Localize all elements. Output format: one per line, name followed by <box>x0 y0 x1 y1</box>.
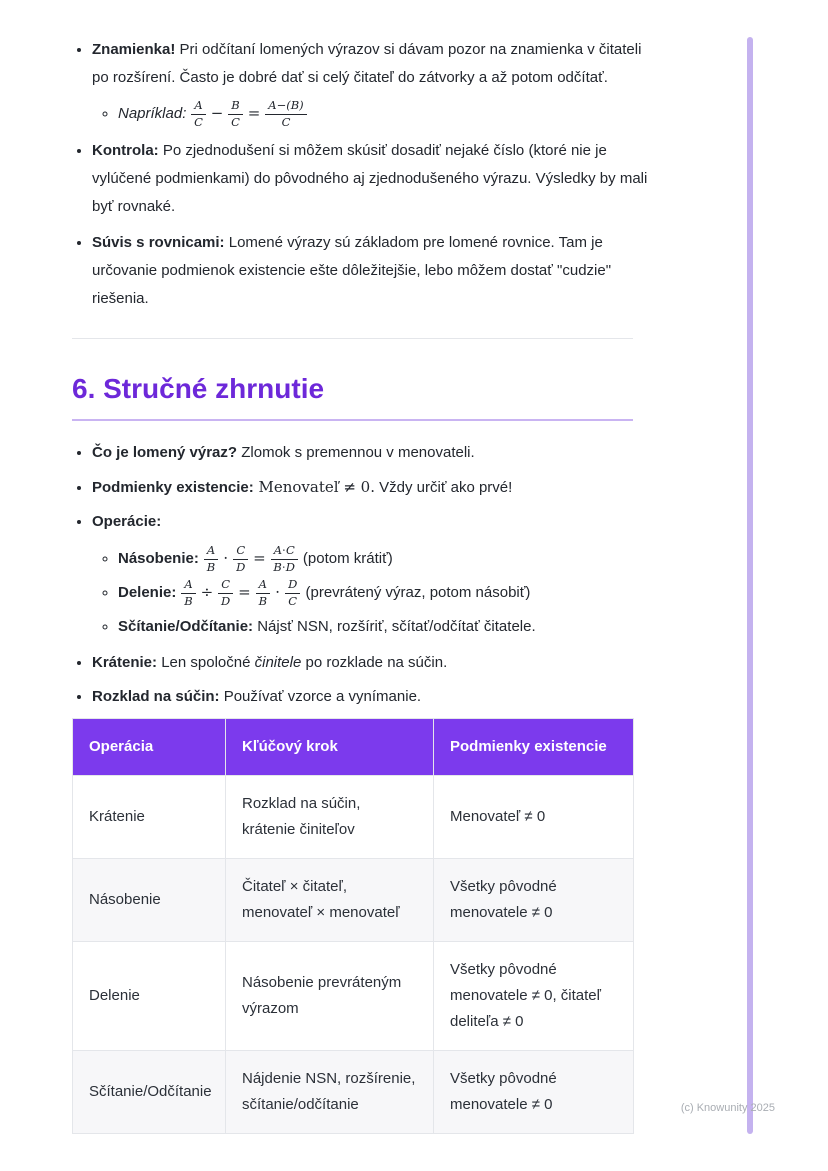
table-cell-conditions: Všetky pôvodné menovatele ≠ 0, čitateľ deliteľa ≠ 0 <box>434 942 634 1051</box>
fraction-numerator: A <box>256 578 270 594</box>
fraction-denominator: B <box>184 593 193 608</box>
table-cell-operation: Delenie <box>73 942 226 1051</box>
table-cell-conditions: Menovateľ ≠ 0 <box>434 776 634 859</box>
bullet-label: Kontrola: <box>92 142 159 160</box>
scrollbar-thumb[interactable] <box>747 37 753 1134</box>
summary-table <box>72 718 634 1134</box>
fraction <box>191 99 205 130</box>
example-lead: Napríklad: <box>118 105 187 122</box>
table-header-conditions: Podmienky existencie <box>434 719 634 776</box>
fraction-numerator: A <box>191 99 205 115</box>
section-heading-wrap <box>72 372 633 421</box>
fraction-denominator: B⋅D <box>273 559 296 574</box>
bullet-multiplication <box>118 543 653 574</box>
divider <box>72 338 633 339</box>
fraction-numerator: A <box>181 578 195 594</box>
bullet-addition-subtraction <box>118 612 653 642</box>
bullet-znamienka <box>92 36 653 129</box>
fraction <box>181 578 195 609</box>
fraction <box>204 544 218 575</box>
table-cell-key-step: Rozklad na súčin, krátenie činiteľov <box>226 776 434 859</box>
fraction <box>285 578 300 609</box>
table-cell-key-step: Čitateľ × čitateľ, menovateľ × menovateľ <box>226 859 434 942</box>
fraction-numerator: A <box>204 544 218 560</box>
bullet-label: Sčítanie/Odčítanie: <box>118 617 254 635</box>
equals-sign: = <box>253 549 266 567</box>
bullet-text: Vždy určiť ako prvé! <box>374 479 513 496</box>
bullet-label: Krátenie: <box>92 653 158 671</box>
bullet-label: Čo je lomený výraz? <box>92 444 238 461</box>
fraction <box>218 578 233 609</box>
fraction-numerator: A⋅C <box>271 544 298 560</box>
bullet-text-italic: činitele <box>254 653 302 671</box>
bullet-text: Pri odčítaní lomených výrazov si dávam pozor na znamienka v čitateli po rozšírení. Často je dobré dať si celý čitateľ do zátvorky a až potom odčítať. <box>92 41 642 86</box>
bullet-cancelling <box>92 650 653 676</box>
fraction-denominator: C <box>194 114 203 129</box>
fraction-numerator: A−(B) <box>265 99 306 115</box>
fraction <box>256 578 270 609</box>
table-cell-conditions: Všetky pôvodné menovatele ≠ 0 <box>434 1051 634 1134</box>
fraction-denominator: B <box>206 559 216 574</box>
minus-operator: − <box>210 104 224 122</box>
bullet-text: Lomené výrazy sú základom pre lomené rovnice. Tam je určovanie podmienok existencie ešte dôležitejšie, lebo môžem dostať "cudzie" riešenia. <box>92 234 612 308</box>
table-row <box>73 776 634 859</box>
fraction-denominator: B <box>258 593 268 608</box>
fraction-numerator: C <box>218 578 233 594</box>
example-sublist <box>92 98 653 129</box>
fraction-numerator: D <box>285 578 300 594</box>
bullet-label: Znamienka! <box>92 41 176 58</box>
fraction-denominator: D <box>221 593 231 608</box>
table-cell-conditions: Všetky pôvodné menovatele ≠ 0 <box>434 859 634 942</box>
formula-multiplication <box>203 542 299 574</box>
fraction <box>271 544 298 575</box>
top-notes-list <box>72 36 653 321</box>
summary-list <box>72 440 653 718</box>
table-cell-operation: Sčítanie/Odčítanie <box>73 1051 226 1134</box>
bullet-label: Násobenie: <box>118 550 199 567</box>
bullet-label: Operácie: <box>92 513 162 530</box>
bullet-label: Delenie: <box>118 584 177 602</box>
table-cell-operation: Násobenie <box>73 859 226 942</box>
bullet-factoring <box>92 684 653 710</box>
bullet-kontrola <box>92 137 653 221</box>
bullet-text: (prevrátený výraz, potom násobiť) <box>301 584 531 602</box>
bullet-label: Rozklad na súčin: <box>92 687 220 705</box>
fraction-numerator: C <box>233 544 248 560</box>
bullet-text: (potom krátiť) <box>298 550 393 567</box>
bullet-text: Len spoločné <box>157 653 255 671</box>
table-header-row <box>73 719 634 776</box>
section-heading: 6. Stručné zhrnutie <box>72 373 325 404</box>
bullet-text: Zlomok s premennou v menovateli. <box>237 444 475 461</box>
fraction-denominator: C <box>281 114 291 129</box>
example-item <box>118 98 653 129</box>
equals-sign: = <box>238 583 251 602</box>
bullet-what-is <box>92 440 653 466</box>
table-header-key-step: Kľúčový krok <box>226 719 434 776</box>
watermark: (c) Knowunity 2025 <box>680 1102 775 1114</box>
table-cell-operation: Krátenie <box>73 776 226 859</box>
bullet-text: Používať vzorce a vynímanie. <box>219 687 422 705</box>
fraction <box>233 544 248 575</box>
table-row <box>73 859 634 942</box>
table-row <box>73 942 634 1051</box>
fraction-denominator: C <box>231 114 240 129</box>
table-cell-key-step: Násobenie prevráteným výrazom <box>226 942 434 1051</box>
fraction-numerator: B <box>228 99 242 115</box>
formula-subtraction <box>190 97 307 129</box>
equals-sign: = <box>247 104 261 122</box>
fraction-denominator: D <box>236 559 246 574</box>
fraction <box>228 99 242 130</box>
condition-math: Menovateľ ≠ 0. <box>253 478 375 496</box>
table-row <box>73 1051 634 1134</box>
bullet-suvis <box>92 229 653 313</box>
fraction <box>265 99 306 130</box>
fraction-denominator: C <box>288 593 298 608</box>
bullet-label: Súvis s rovnicami: <box>92 234 225 252</box>
dot-operator: ⋅ <box>274 583 281 602</box>
bullet-conditions <box>92 474 653 501</box>
operations-sublist <box>92 543 653 642</box>
formula-division <box>180 577 301 608</box>
bullet-division <box>118 577 653 608</box>
bullet-text: Nájsť NSN, rozšíriť, sčítať/odčítať čitatele. <box>253 617 536 635</box>
bullet-text: Po zjednodušení si môžem skúsiť dosadiť nejaké číslo (ktoré nie je vylúčené podmienkami) do pôvodného aj zjednodušeného výrazu. Výsledky by mali byť rovnaké. <box>92 142 648 216</box>
division-operator: ÷ <box>200 583 214 602</box>
table-cell-key-step: Nájdenie NSN, rozšírenie, sčítanie/odčítanie <box>226 1051 434 1134</box>
dot-operator: ⋅ <box>223 549 229 567</box>
bullet-text: po rozklade na súčin. <box>301 653 448 671</box>
table-header-operation: Operácia <box>73 719 226 776</box>
bullet-operations <box>92 509 653 642</box>
bullet-label: Podmienky existencie: <box>92 479 254 496</box>
